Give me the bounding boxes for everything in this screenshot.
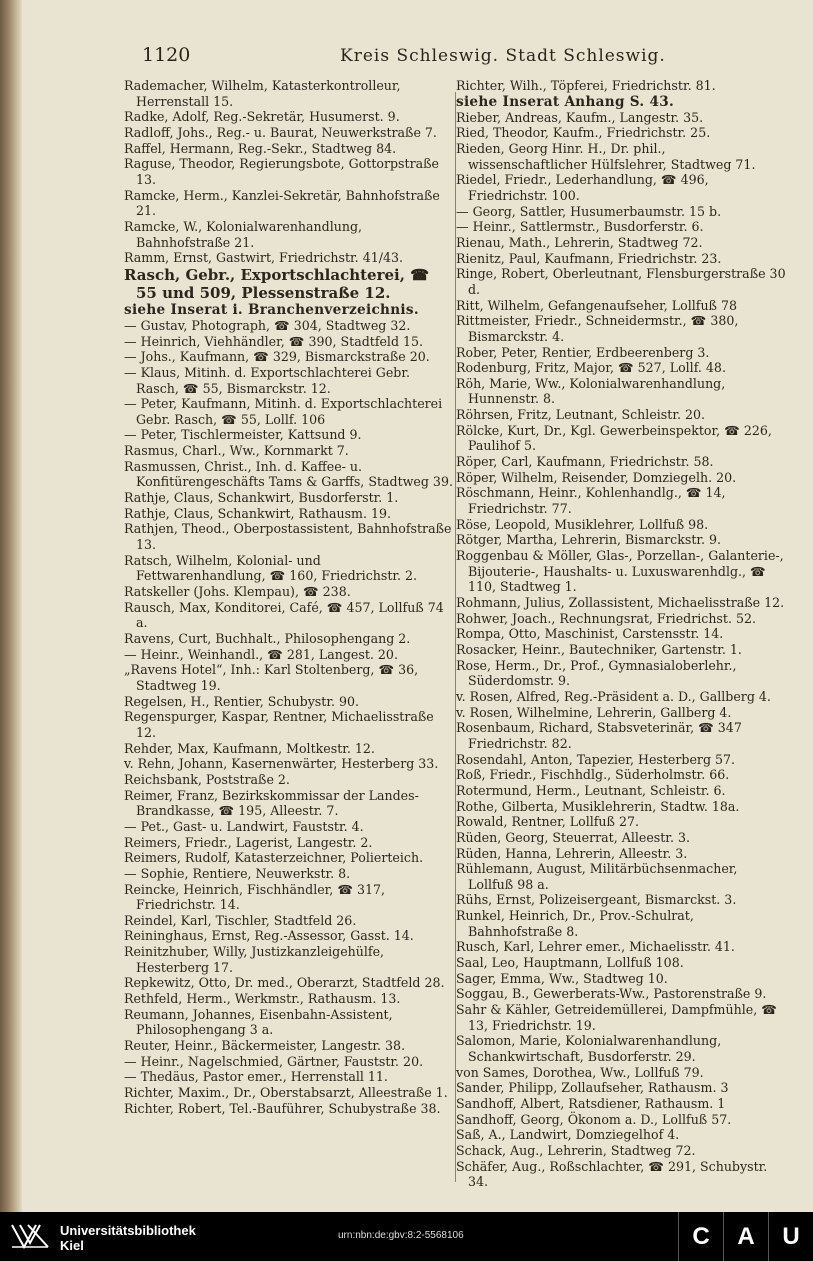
directory-entry: Rasmussen, Christ., Inh. d. Kaffee- u. Konfitürengeschäfts Tams & Garffs, Stadtweg 39. — [124, 458, 453, 490]
library-name-line2: Kiel — [60, 1238, 84, 1253]
directory-entry: Rühlemann, August, Militärbüchsenmacher, Lollfuß 98 a. — [456, 861, 738, 892]
directory-entry: Ramm, Ernst, Gastwirt, Friedrichstr. 41/43. — [124, 250, 403, 266]
directory-entry: — Sophie, Rentiere, Neuwerkstr. 8. — [124, 865, 351, 881]
directory-entry: Ritt, Wilhelm, Gefangenaufseher, Lollfuß 78 — [456, 297, 737, 313]
directory-entry: — Gustav, Photograph, ☎ 304, Stadtweg 32. — [124, 317, 411, 333]
directory-entry: Röhrsen, Fritz, Leutnant, Schleistr. 20. — [456, 407, 705, 423]
directory-entry: Roß, Friedr., Fischhdlg., Süderholmstr. 66. — [456, 767, 730, 783]
directory-entry: Sandhoff, Albert, Ratsdiener, Rathausm. 1 — [456, 1096, 726, 1111]
directory-entry: Schack, Aug., Lehrerin, Stadtweg 72. — [456, 1142, 696, 1158]
directory-entry: Rohwer, Joach., Rechnungsrat, Friedrichst. 52. — [456, 610, 756, 626]
running-head: Kreis Schleswig. Stadt Schleswig. — [340, 46, 666, 66]
directory-entry: von Sames, Dorothea, Ww., Lollfuß 79. — [456, 1064, 704, 1080]
directory-entry: Radloff, Johs., Reg.- u. Baurat, Neuwerkstraße 7. — [124, 124, 437, 140]
directory-entry: Rademacher, Wilhelm, Katasterkontrolleur, Herrenstall 15. — [124, 78, 401, 109]
directory-entry: Runkel, Heinrich, Dr., Prov.-Schulrat, Bahnhofstraße 8. — [456, 908, 694, 939]
directory-entry: Salomon, Marie, Kolonialwarenhandlung, Schankwirtschaft, Busdorferstr. 29. — [456, 1033, 722, 1065]
directory-entry: Ravens, Curt, Buchhalt., Philosophengang 2. — [124, 631, 411, 646]
directory-entry: Rothe, Gilberta, Musiklehrerin, Stadtw. 18a. — [456, 798, 740, 814]
page-number: 1120 — [142, 44, 191, 66]
directory-entry: Riedel, Friedr., Lederhandlung, ☎ 496, Friedrichstr. 100. — [456, 172, 709, 203]
directory-entry: Reimers, Rudolf, Katasterzeichner, Polierteich. — [124, 850, 424, 866]
directory-entry: Rieden, Georg Hinr. H., Dr. phil., wissenschaftlicher Hülfslehrer, Stadtweg 71. — [456, 140, 756, 172]
directory-entry: — Heinr., Nagelschmied, Gärtner, Fauststr. 20. — [124, 1053, 424, 1069]
directory-entry: siehe Inserat i. Branchenverzeichnis. — [124, 301, 419, 318]
directory-entry: Saß, A., Landwirt, Domziegelhof 4. — [456, 1127, 680, 1143]
directory-entry: v. Rehn, Johann, Kasernenwärter, Hesterberg 33. — [124, 756, 439, 772]
directory-entry: Reininghaus, Ernst, Reg.-Assessor, Gasst. 14. — [124, 928, 414, 944]
directory-entry: siehe Inserat Anhang S. 43. — [456, 93, 675, 110]
directory-entry: Saal, Leo, Hauptmann, Lollfuß 108. — [456, 955, 684, 971]
directory-entry: — Thedäus, Pastor emer., Herrenstall 11. — [124, 1069, 388, 1085]
directory-entry: Reindel, Karl, Tischler, Stadtfeld 26. — [124, 912, 357, 928]
directory-entry: Reichsbank, Poststraße 2. — [124, 771, 290, 787]
right-column — [456, 78, 786, 1190]
directory-entry: — Heinr., Sattlermstr., Busdorferstr. 6. — [456, 219, 704, 235]
directory-entry: Reimers, Friedr., Lagerist, Langestr. 2. — [124, 834, 373, 850]
directory-entry: Rittmeister, Friedr., Schneidermstr., ☎ 380, Bismarckstr. 4. — [456, 313, 739, 344]
directory-entry: Rohmann, Julius, Zollassistent, Michaelisstraße 12. — [456, 595, 785, 610]
directory-entry: Rathje, Claus, Schankwirt, Busdorferstr. 1. — [124, 490, 399, 506]
directory-entry: Rasmus, Charl., Ww., Kornmarkt 7. — [124, 443, 349, 459]
cau-logo — [678, 1212, 813, 1261]
directory-entry: Reimer, Franz, Bezirkskommissar der Landes-Brandkasse, ☎ 195, Alleestr. 7. — [124, 787, 419, 819]
directory-entry: Rehder, Max, Kaufmann, Moltkestr. 12. — [124, 740, 375, 756]
directory-entry: — Johs., Kaufmann, ☎ 329, Bismarckstraße 20. — [124, 349, 430, 365]
directory-entry: Rotermund, Herm., Leutnant, Schleistr. 6. — [456, 782, 726, 798]
directory-entry: Rompa, Otto, Maschinist, Carstensstr. 14. — [456, 626, 724, 642]
directory-entry: Röh, Marie, Ww., Kolonialwarenhandlung, Hunnenstr. 8. — [456, 375, 726, 407]
directory-entry: — Klaus, Mitinh. d. Exportschlachterei Gebr. Rasch, ☎ 55, Bismarckstr. 12. — [124, 364, 411, 396]
cau-letter-c: C — [678, 1212, 723, 1261]
directory-entry: Röse, Leopold, Musiklehrer, Lollfuß 98. — [456, 516, 709, 532]
directory-entry: Reinitzhuber, Willy, Justizkanzleigehülfe, Hesterberg 17. — [124, 944, 385, 975]
book-spine-edge — [0, 0, 22, 1212]
urn-identifier: urn:nbn:de:gbv:8:2-5568106 — [338, 1230, 464, 1241]
directory-entry: Ried, Theodor, Kaufm., Friedrichstr. 25. — [456, 125, 711, 141]
directory-entry: Rathjen, Theod., Oberpostassistent, Bahnhofstraße 13. — [124, 521, 452, 553]
directory-entry: Sander, Philipp, Zollaufseher, Rathausm. 3 — [456, 1080, 729, 1096]
directory-entry: Rathje, Claus, Schankwirt, Rathausm. 19. — [124, 505, 392, 521]
directory-entry: — Heinr., Weinhandl., ☎ 281, Langest. 20. — [124, 646, 398, 662]
directory-entry: Raguse, Theodor, Regierungsbote, Gottorpstraße 13. — [124, 156, 439, 187]
cau-letter-a: A — [723, 1212, 768, 1261]
directory-entry: Sandhoff, Georg, Ökonom a. D., Lollfuß 57. — [456, 1111, 732, 1127]
directory-entry: Röschmann, Heinr., Kohlenhandlg., ☎ 14, Friedrichstr. 77. — [456, 485, 726, 517]
directory-entry: Reuter, Heinr., Bäckermeister, Langestr. 38. — [124, 1038, 406, 1054]
cau-letter-u: U — [768, 1212, 813, 1261]
directory-entry: Richter, Wilh., Töpferei, Friedrichstr. 81. — [456, 78, 716, 93]
directory-entry: Soggau, B., Gewerberats-Ww., Pastorenstraße 9. — [456, 986, 767, 1002]
directory-entry: Raffel, Hermann, Reg.-Sekr., Stadtweg 84. — [124, 140, 397, 156]
directory-entry: Rölcke, Kurt, Dr., Kgl. Gewerbeinspektor, ☎ 226, Paulihof 5. — [456, 422, 772, 454]
directory-entry: v. Rosen, Wilhelmine, Lehrerin, Gallberg 4. — [456, 704, 732, 720]
library-logo-icon — [10, 1221, 50, 1251]
library-name-line1: Universitätsbibliothek — [60, 1223, 196, 1238]
directory-entry: Reincke, Heinrich, Fischhändler, ☎ 317, Friedrichstr. 14. — [124, 881, 386, 913]
directory-entry: — Georg, Sattler, Husumerbaumstr. 15 b. — [456, 203, 722, 219]
directory-entry: — Peter, Tischlermeister, Kattsund 9. — [124, 427, 362, 443]
directory-entry: — Heinrich, Viehhändler, ☎ 390, Stadtfeld 15. — [124, 333, 424, 349]
directory-entry: Rötger, Martha, Lehrerin, Bismarckstr. 9. — [456, 532, 722, 548]
directory-entry: Röper, Carl, Kaufmann, Friedrichstr. 58. — [456, 454, 714, 470]
directory-entry: Radke, Adolf, Reg.-Sekretär, Husumerst. 9. — [124, 109, 400, 125]
directory-entry: Rüden, Georg, Steuerrat, Alleestr. 3. — [456, 829, 690, 845]
directory-entry: Regelsen, H., Rentier, Schubystr. 90. — [124, 693, 360, 709]
directory-entry: Repkewitz, Otto, Dr. med., Oberarzt, Stadtfeld 28. — [124, 975, 445, 991]
directory-entry: — Peter, Kaufmann, Mitinh. d. Exportschlachterei Gebr. Rasch, ☎ 55, Lollf. 106 — [124, 396, 443, 427]
directory-entry: Rowald, Rentner, Lollfuß 27. — [456, 814, 639, 830]
directory-entry: Rosacker, Heinr., Bautechniker, Gartenstr. 1. — [456, 641, 742, 657]
directory-entry: Röper, Wilhelm, Reisender, Domziegelh. 20. — [456, 469, 737, 485]
library-name — [60, 1223, 196, 1253]
directory-entry: v. Rosen, Alfred, Reg.-Präsident a. D., Gallberg 4. — [456, 688, 771, 704]
directory-entry: Schäfer, Aug., Roßschlachter, ☎ 291, Schubystr. 34. — [456, 1158, 768, 1190]
directory-entry: Ramcke, W., Kolonialwarenhandlung, Bahnhofstraße 21. — [124, 218, 363, 250]
directory-entry: Rienitz, Paul, Kaufmann, Friedrichstr. 23. — [456, 250, 722, 266]
directory-entry: Rienau, Math., Lehrerin, Stadtweg 72. — [456, 234, 703, 250]
directory-entry: Regenspurger, Kaspar, Rentner, Michaelisstraße 12. — [124, 709, 434, 740]
directory-entry: Richter, Robert, Tel.-Bauführer, Schubystraße 38. — [124, 1100, 441, 1116]
directory-entry: Rose, Herm., Dr., Prof., Gymnasialoberlehr., Süderdomstr. 9. — [456, 657, 737, 689]
directory-entry: Rodenburg, Fritz, Major, ☎ 527, Lollf. 48. — [456, 360, 726, 376]
directory-entry: Ramcke, Herm., Kanzlei-Sekretär, Bahnhofstraße 21. — [124, 187, 440, 219]
directory-entry: Sahr & Kähler, Getreidemüllerei, Dampfmühle, ☎ 13, Friedrichstr. 19. — [456, 1002, 777, 1033]
directory-entry: Rethfeld, Herm., Werkmstr., Rathausm. 13. — [124, 991, 401, 1007]
directory-entry: Roggenbau & Möller, Glas-, Porzellan-, Galanterie-, Bijouterie-, Haushalts- u. Luxuswarenhdlg., ☎ 110, Stadtweg 1. — [456, 548, 784, 595]
directory-entry: Rosendahl, Anton, Tapezier, Hesterberg 57. — [456, 751, 736, 767]
directory-entry: Ringe, Robert, Oberleutnant, Flensburgerstraße 30 d. — [456, 266, 786, 297]
directory-entry: Rieber, Andreas, Kaufm., Langestr. 35. — [456, 109, 704, 125]
directory-entry: Reumann, Johannes, Eisenbahn-Assistent, Philosophengang 3 a. — [124, 1006, 393, 1038]
left-column — [124, 78, 454, 1116]
directory-entry: Rasch, Gebr., Exportschlachterei, ☎ 55 und 509, Plessenstraße 12. — [124, 265, 429, 302]
directory-entry: Rühs, Ernst, Polizeisergeant, Bismarckst. 3. — [456, 892, 737, 908]
directory-entry: Sager, Emma, Ww., Stadtweg 10. — [456, 970, 668, 986]
footer-bar — [0, 1212, 813, 1261]
directory-entry: Rosenbaum, Richard, Stabsveterinär, ☎ 347 Friedrichstr. 82. — [456, 720, 742, 751]
directory-entry: „Ravens Hotel“, Inh.: Karl Stoltenberg, ☎ 36, Stadtweg 19. — [124, 662, 419, 693]
directory-entry: Rober, Peter, Rentier, Erdbeerenberg 3. — [456, 344, 710, 360]
directory-entry: Rausch, Max, Konditorei, Café, ☎ 457, Lollfuß 74 a. — [124, 599, 444, 631]
directory-entry: Richter, Maxim., Dr., Oberstabsarzt, Alleestraße 1. — [124, 1085, 448, 1101]
directory-entry: Rusch, Karl, Lehrer emer., Michaelisstr. 41. — [456, 939, 735, 955]
directory-entry: Ratskeller (Johs. Klempau), ☎ 238. — [124, 584, 351, 600]
directory-entry: Rüden, Hanna, Lehrerin, Alleestr. 3. — [456, 845, 688, 861]
directory-entry: — Pet., Gast- u. Landwirt, Fauststr. 4. — [124, 818, 364, 834]
directory-entry: Ratsch, Wilhelm, Kolonial- und Fettwarenhandlung, ☎ 160, Friedrichstr. 2. — [124, 552, 418, 584]
